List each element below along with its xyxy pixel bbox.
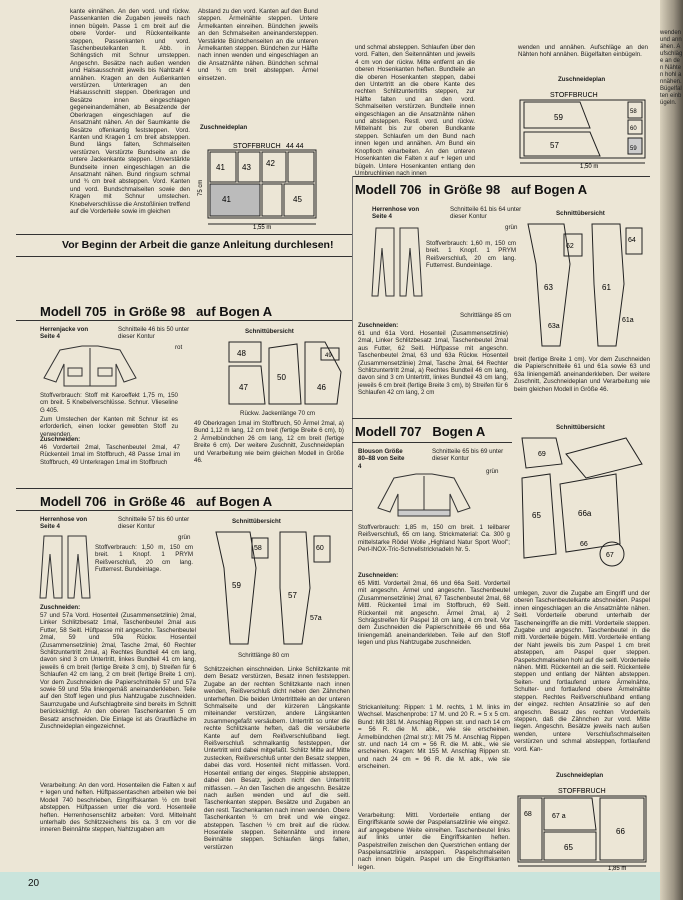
page-spine bbox=[660, 0, 683, 900]
svg-text:STOFFBRUCH: STOFFBRUCH bbox=[558, 788, 606, 795]
svg-text:64: 64 bbox=[628, 237, 636, 244]
cut-title-705: Zuschneiden: bbox=[40, 436, 81, 443]
svg-text:41: 41 bbox=[216, 163, 225, 172]
divider bbox=[16, 510, 352, 511]
svg-text:65: 65 bbox=[564, 843, 573, 852]
text-column-top-4: wenden und annähen. Aufschläge an den Nähten hohl annähen. Bügelfalten einbügeln. bbox=[518, 44, 648, 59]
pattern-overview-707 bbox=[516, 434, 650, 584]
svg-text:44 44: 44 44 bbox=[286, 143, 304, 150]
cut-list-706-98: 61 und 61a Vord. Hosenteil (Zusammensetzlinie) 2mal, Linker Schlitzbesatz 1mal, Taschenbeutel 2mal aus Futter, 62 Seitl. Hüftpasse mit angeschn. Taschenbeutel 2mal, 63 und 63a Rückw. Hosenteil (Zusammensetzlinie) 2mal, Tasche 2mal, 64 Rechter Schlitzuntertritt 2mal, a) Rechtes Bundteil 46 cm lang, davon sind 3 cm Untertritt, linkes Bundteil 43 cm lang, jeweils 6 cm breit (fertige Breite 3 cm), b) Streifen für 6 Schlaufen 42 cm lang, 2 cm bbox=[358, 330, 508, 397]
page-number: 20 bbox=[28, 878, 40, 889]
divider bbox=[352, 418, 512, 419]
svg-text:58: 58 bbox=[254, 545, 262, 552]
text-column-top-2: Abstand zu den vord. Kanten auf den Bund steppen. Ärmelnähte steppen. Untere Ärmelkanten einreihen. Bündchen jeweils an den Schmalseiten aneinandersteppen. Verstärkte Bündchenseiten an die unteren Ärmelkanten steppen. Bündchen zur Hälfte nach innen wenden und eingeschlagen an die Ansatznähte nähen. Bündchen schmal und ¾ cm breit absteppen. Ärmel einsetzen. bbox=[198, 8, 318, 82]
knitting-707: Strickanleitung: Rippen: 1 M. rechts, 1 M. links im Wechsel. Maschenprobe: 17 M. und 20 R. = 5 x 5 cm. Bund: Mit 381 M. Anschlag Rippen str. und nach 14 cm = 56 R. die M. abk., wie sie erscheinen. Ärmelbündchen (2mal str.): Mit 75 M. Anschlag Rippen str. und nach 14 cm = 56 R. die M. abk., wie sie erscheinen. Kragen: Mit 155 M. Anschlag Rippen str. und nach 24 cm = 96 R. die M. abk., wie sie erscheinen. bbox=[358, 704, 510, 771]
svg-text:42: 42 bbox=[266, 159, 275, 168]
contour-note-706-46: Schnitteile 57 bis 60 unter dieser Kontur bbox=[118, 516, 190, 531]
pattern-overview-706-46 bbox=[210, 528, 340, 648]
cut-list-707: 65 Mittl. Vorderteil 2mal, 66 und 66a Seitl. Vorderteil mit angeschn. Ärmel und angeschn. Taschenbeutel (Zusammensetzlinie) 2mal, 67 Taschenbeutel 2mal, 68 Mittl. Rückenteil 1mal im Stoffbruch, 69 Seitl. Rückenteil mit angeschn. Ärmel 2mal, a) 2 Schrägstreifen für Paspel 18 cm lang, 4 cm breit. Vor dem Zuschneiden die Papierschnitteile 66 und 66a liniengemäß aneinanderkleben. Teile auf den Stoff legen und plus Nahtzugabe zuschneiden. bbox=[358, 580, 510, 647]
title-modell-705: Modell 705 in Größe 98 auf Bogen A bbox=[40, 304, 273, 319]
cut-list-706-46: 57 und 57a Vord. Hosenteil (Zusammensetzlinie) 2mal, Linker Schlitzbesatz 1mal, Taschenbeutel 2mal aus Futter, 58 Seitl. Hüftpasse mit angeschn. Taschenbeutel 2mal, 59 und 59a Rückw. Hosenteil (Zusammensetzlinie) 2mal, Tasche 2mal, 60 Rechter Schlitzuntertritt 2mal, a) Rechtes Bundteil 44 cm lang, davon sind 3 cm Untertritt, linkes Bundteil 41 cm lang, jeweils 6 cm breit (fertige Breite 3 cm), b) Streifen für 6 Schlaufen 42 cm lang, 2 cm breit (fertige Breite 1 cm). Vor dem Zuschneiden die Papierschnitteile 57 und 57a sowie 59 und 59a liniengemäß aneinanderkleben. Teile auf den Stoff legen und plus Nahtzugabe zuschneiden. Saumzugabe und Aufschlagbreite sind bereits im Schnitt berücksichtigt. An den oberen Taschenkanten 5 cm Besatz anschneiden. Die Einlage ist als Grautfläche im Zuschneideplan eingezeichnet. bbox=[40, 612, 196, 731]
svg-text:43: 43 bbox=[242, 163, 251, 172]
cut-list-705-cont: 49 Oberkragen 1mal im Stoffbruch, 50 Ärmel 2mal, a) Bund 1,12 m lang, 12 cm breit (fertige Breite 6 cm), b) 2 Ärmelbündchen 26 cm lang, 12 cm breit (fertige Breite 6 cm). Der weitere Zuschnitt, Zuschneideplan und Verarbeitung wie beim gleichen Modell in Größe 46. bbox=[194, 420, 344, 465]
column-rule bbox=[352, 176, 353, 866]
svg-text:67 a: 67 a bbox=[552, 813, 566, 820]
item-label-706-46: Herrenhose von Seite 4 bbox=[40, 516, 88, 531]
svg-text:57: 57 bbox=[288, 591, 297, 600]
note-705: Zum Umstechen der Kanten mit Schnur ist es erforderlich, einen locker gewebten Stoff zu verwenden. bbox=[40, 416, 178, 438]
overview-label-706-46: Schnittübersicht bbox=[232, 518, 281, 525]
blouson-sketch-707 bbox=[374, 472, 474, 518]
svg-text:45: 45 bbox=[293, 195, 302, 204]
material-706-98: Stoffverbrauch: 1,60 m, 150 cm breit. 1 Knopf. 1 PRYM Reißverschluß, 20 cm lang. Futterrest. Bundeinlage. bbox=[426, 240, 516, 270]
processing-707-right: umlegen, zuvor die Zugabe am Eingriff und der oberen Taschenbeutelkante abschneiden. Paspel innen eingeschlagen an die Ansatznähte nähen. Seitl. Vorderteile oberund unterhalb der Tascheneingriffe an die mittl. Vorderteile steppen. Zugabe und angeschn. Taschenbeutel in die mittl. Vorderteile bügeln. Mittl. Vorderteile entlang der Naht jeweils bis zum Paspel 1 cm breit absteppen, am Paspel quer steppen. Paspelschmalseiten hohl auf die seitl. Vorderteile nähen. Mittl. Rückenteil an die seitl. Rückenteile steppen und entlang der Nähten absteppen. Seiten- und fortlaufend untere Ärmelnähte, Schulter- und fortlaufend obere Ärmelnähte steppen. Rechtes Reißverschlußband entlang der eingez. rechten Ansatzlinie so auf den angeschn. Besatz des rechten Vorderteils steppen, daß die Zähnchen zur vord. Mitte liegen. Angeschn. Besätze jeweils nach außen wenden, untere Verschlußschmalseiten verstürzen und schmal absteppen, fortlaufend vord. Kan- bbox=[514, 590, 650, 753]
item-label-705: Herrenjacke von Seite 4 bbox=[40, 326, 89, 341]
length-caption-706-98: Schrittlänge 85 cm bbox=[460, 312, 512, 319]
divider bbox=[16, 234, 352, 235]
cut-title-706-46: Zuschneiden: bbox=[40, 604, 81, 611]
divider bbox=[352, 176, 650, 177]
item-label-707: Blouson Größe 80–88 von Seite 4 bbox=[358, 448, 405, 470]
pattern-overview-705 bbox=[225, 338, 345, 408]
title-modell-706-46: Modell 706 in Größe 46 auf Bogen A bbox=[40, 494, 273, 509]
svg-text:63: 63 bbox=[544, 283, 553, 292]
divider bbox=[16, 488, 352, 489]
diagram-label-zuschneideplan-2: Zuschneideplan bbox=[558, 76, 606, 83]
svg-text:STOFFBRUCH: STOFFBRUCH bbox=[550, 92, 598, 99]
svg-text:66a: 66a bbox=[578, 509, 592, 518]
item-label-706-98: Herrenhose von Seite 4 bbox=[372, 206, 420, 221]
text-column-top-1: kante einnähen. An den vord. und rückw. Passenkanten die Zugaben jeweils nach innen bügeln. Passe 1 cm breit auf die obere Vorder- und Rückenteilkante steppen, Passenkanten und vord. Taschenbeutelkanten It. Abb. in Schlingstich mit Schnur umsteppen. Angeschn. Besätze nach außen wenden und Halsausschnitt jeweils bis Nahtzahl 4 annähen. Kragen an den Außenkanten verstürzen. Unterkragen an den Halsausschnitt steppen. Oberkragen und Besätze innen eingeschlagen gegeneinandernähen, ab Besatzende der Oberkragen eingeschlagen auf die Ansatznaht nähen. An der Saumkante die Besätze offenkantig feststeppen. Vord. Kanten und Kragen 1 cm breit absteppen. Bund längs falten, Schmalseiten verstürzen. Verstürzte Bundseite an die untere Jackenkante steppen. Unverstärkte Bundseite innen eingeschlagen an die Ansatznaht nähen. Bund ringsum schmal und ¾ cm breit absteppen. Vord. Kanten und vord. Bundschmalseiten sowie den Kragen mit Schnur umstechen. Knebelverschlüsse die Anstoßlinien treffend auf die Vorderteile sowie im gleichen bbox=[70, 8, 190, 215]
material-707: Stoffverbrauch: 1,85 m, 150 cm breit. 1 teilbarer Reißverschluß, 65 cm lang. Strickmaterial: Ca. 300 g mittelstarke Rödel Wolle „Highland Natur Sport Wool"; Perl-INOX-Tric-Schnellstricknadeln Nr. 5. bbox=[358, 524, 510, 554]
svg-text:69: 69 bbox=[538, 451, 546, 458]
overview-label-706-98: Schnittübersicht bbox=[556, 210, 605, 217]
material-706-46: Stoffverbrauch: 1,50 m, 150 cm breit. 1 Knopf. 1 PRYM Reißverschluß, 20 cm lang. Futterrest. Bundeinlage. bbox=[95, 544, 193, 574]
divider bbox=[16, 320, 352, 321]
svg-text:1,55 m: 1,55 m bbox=[253, 225, 272, 231]
diagram-label-zuschneideplan-1: Zuschneideplan bbox=[200, 124, 248, 131]
plan-label-707: Zuschneideplan bbox=[556, 772, 604, 779]
svg-text:66: 66 bbox=[580, 541, 588, 548]
svg-text:66: 66 bbox=[616, 827, 625, 836]
overview-label-707: Schnittübersicht bbox=[556, 424, 605, 431]
length-caption-706-46: Schrittlänge 80 cm bbox=[238, 652, 290, 659]
svg-text:57: 57 bbox=[550, 141, 559, 150]
svg-text:50: 50 bbox=[277, 373, 286, 382]
cut-list-705: 46 Vorderteil 2mal, Taschenbeutel 2mal, 47 Rückenteil 1mal im Stoffbruch, 48 Passe 1mal im Stoffbruch, 49 Unterkragen 1mal im Stoffbruch bbox=[40, 444, 180, 466]
trousers-sketch-706-98 bbox=[372, 226, 422, 298]
processing-706-46: Verarbeitung: An den vord. Hosenteilen die Falten x auf + legen und heften. Hüftpassentaschen arbeiten wie bei Modell 740 beschrieben, Eingriffskanten ½ cm breit absteppen. Hüftpassen unter die vord. Hosenteile heften. Herrenhosenschlitz arbeiten: Vord. Mittelnaht unterhalb des Schlitzzeichens bis ca. 3 cm vor die inneren Beinnähte steppen, Nahtzugaben am bbox=[40, 782, 196, 834]
svg-text:41: 41 bbox=[222, 195, 231, 204]
material-705: Stoffverbrauch: Stoff mit Karoeffekt 1,75 m, 150 cm breit. 5 Knebelverschlüsse. Schnur. Vlieseline G 405. bbox=[40, 392, 178, 414]
svg-text:62: 62 bbox=[566, 243, 574, 250]
text-column-top-3: und schmal absteppen. Schlaufen über den vord. Falten, den Seitennähten und jeweils 4 cm von der rückw. Mitte entfernt an die oberen Hosenkanten heften. Bundteile an die oberen Hosenkanten steppen, dabei den Untertritt an die obere Kante des rechten Schlitzuntertritts steppen, zur Hälfte falten und an den vord. Schmalseiten verstürzen. Bundteile innen eingeschlagen an die Ansatznähte nähen und absteppen. Restl. vord. und rückw. Mittelnaht bis zur oberen Bundkante steppen. Schlaufen um den Bund nach innen legen und annähen. Am Bund ein Knopfloch einarbeiten. An den unteren Hosenkanten die Falten x auf + legen und bügeln. Untere Hosenkanten entlang den Umbruchlinien nach innen bbox=[355, 44, 475, 177]
color-label-705: rot bbox=[175, 344, 183, 351]
contour-note-705: Schnitteile 46 bis 50 unter dieser Kontur bbox=[118, 326, 190, 341]
contour-note-707: Schnitteile 65 bis 69 unter dieser Kontur bbox=[432, 448, 504, 463]
svg-text:68: 68 bbox=[524, 811, 532, 818]
color-label-707: grün bbox=[486, 468, 499, 475]
svg-text:48: 48 bbox=[237, 349, 246, 358]
svg-text:1,50 m: 1,50 m bbox=[580, 164, 599, 170]
svg-text:67: 67 bbox=[606, 552, 614, 559]
svg-text:58: 58 bbox=[630, 109, 637, 115]
svg-text:57a: 57a bbox=[310, 615, 322, 622]
length-caption-705: Rückw. Jackenlänge 70 cm bbox=[240, 410, 315, 417]
spine-text: wenden und annähen. Aufschläge an den Nähten hohl annähen. Bügelfalten einbügeln. bbox=[660, 30, 683, 106]
jacket-sketch-705 bbox=[40, 344, 140, 388]
svg-text:59: 59 bbox=[630, 146, 637, 152]
svg-text:STOFFBRUCH: STOFFBRUCH bbox=[233, 143, 281, 150]
svg-text:47: 47 bbox=[239, 383, 248, 392]
svg-text:61a: 61a bbox=[622, 317, 634, 324]
cutting-plan-diagram-705 bbox=[198, 138, 323, 230]
divider bbox=[352, 442, 512, 443]
svg-text:59: 59 bbox=[232, 581, 241, 590]
overview-label-705: Schnittübersicht bbox=[245, 328, 294, 335]
processing-706-46-col2: Schlitzzeichen einschneiden. Linke Schlitzkante mit dem Besatz verstürzen, Besatz innen feststeppen. Zugabe an der rechten Schlitzkante nach innen wenden, Reißverschluß dicht neben den Zähnchen unterheften. Die beiden Untertrittteile an der unteren Schmalseite und der kürzeren Längskante miteinander verstürzen, andere Längskanten zusammengefaßt versäubern. Untertritt so unter die rechte Schlitzkante heften, daß die versäuberte Kante auf dem Reißverschlußband liegt. Reißverschluß schmalkantig feststeppen, der Untertritt wird dabei mitgefaßt. Schlitz Mitte auf Mitte zustecken, Reißverschluß unter den Besatz steppen, dabei das vord. Hosenteil nicht mitfassen. Vord. Hosenteil entlang der einges. Steppinie absteppen, dabei den Besatz, jedoch nicht den Untertritt mitfassen. – An den Taschen die angeschn. Besätze nach außen wenden und auf die seitl. Taschenkanten steppen. Besätze und Zugaben an den restl. Taschenkanten nach innen wenden. Obere Taschenkanten ½ cm breit und wie eingez. absteppen. Taschen ½ cm breit auf die rückw. Hosenteile steppen. Seitennähte und innere Beinnähte steppen. Schlaufen längs falten, verstürzen bbox=[204, 666, 350, 851]
page-footer-band bbox=[0, 872, 660, 900]
trousers-sketch-706-46 bbox=[40, 534, 90, 600]
cut-title-706-98: Zuschneiden: bbox=[358, 322, 399, 329]
svg-text:59: 59 bbox=[554, 113, 563, 122]
divider bbox=[16, 256, 352, 257]
color-label-706-98: grün bbox=[505, 224, 518, 231]
svg-text:63a: 63a bbox=[548, 323, 560, 330]
svg-text:61: 61 bbox=[602, 283, 611, 292]
svg-text:60: 60 bbox=[630, 126, 637, 132]
cutting-plan-diagram-706-98 bbox=[510, 88, 650, 168]
svg-text:60: 60 bbox=[316, 545, 324, 552]
cutting-plan-diagram-707 bbox=[512, 784, 650, 870]
pattern-overview-706-98 bbox=[520, 220, 650, 350]
svg-text:75 cm: 75 cm bbox=[198, 179, 204, 196]
svg-text:49: 49 bbox=[325, 353, 332, 359]
processing-707: Verarbeitung: Mittl. Vorderteile entlang der Eingriffskante sowie der Paspelansatzlinie wie eingez. auf angegebene Weite einreihen. Taschenbeutel links auf links unter die Eingriffskanten heften. Paspelstreifen zwischen den Querstrichen entlang der Paspelansatzlinie ansteppen. Paspelschmalseiten nach innen bügeln. Paspel um die Eingriffskanten legen. bbox=[358, 812, 510, 871]
instruction-banner: Vor Beginn der Arbeit die ganze Anleitung durchlesen! bbox=[62, 239, 334, 251]
title-modell-706-98: Modell 706 in Größe 98 auf Bogen A bbox=[355, 182, 588, 197]
cut-title-707: Zuschneiden: bbox=[358, 572, 399, 579]
contour-note-706-98: Schnitteile 61 bis 64 unter dieser Kontur bbox=[450, 206, 522, 221]
color-label-706-46: grün bbox=[178, 534, 191, 541]
svg-text:65: 65 bbox=[532, 511, 541, 520]
title-modell-707: Modell 707 Bogen A bbox=[355, 424, 486, 439]
svg-text:1,85 m: 1,85 m bbox=[608, 866, 627, 872]
svg-text:46: 46 bbox=[317, 383, 326, 392]
cut-list-706-98-cont: breit (fertige Breite 1 cm). Vor dem Zuschneiden die Papierschnitteile 61 und 61a sowie 63 und 63a liniengemäß aneinanderkleben. Der weitere Zuschnitt, Zuschneideplan und Verarbeitung wie beim gleichen Modell in Größe 46. bbox=[514, 356, 650, 393]
